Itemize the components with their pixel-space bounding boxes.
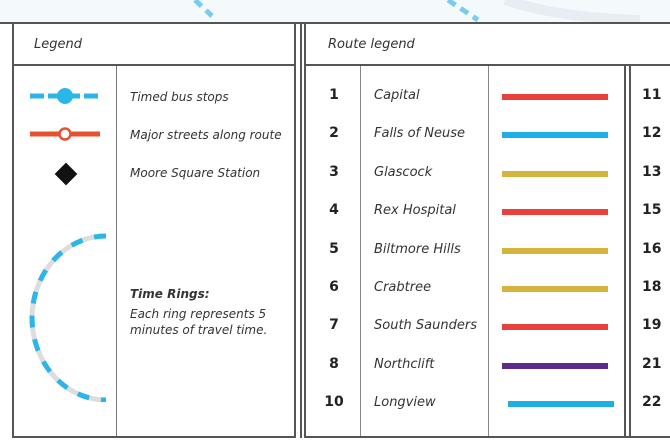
map-route-segment-2 xyxy=(448,0,478,20)
route-legend-header xyxy=(306,24,670,66)
time-rings-desc-1: Each ring represents 5 xyxy=(130,307,267,321)
route-number: 5 xyxy=(329,240,339,257)
route-number-next-column: 19 xyxy=(642,317,662,334)
route-color-swatch xyxy=(502,132,608,138)
timed-bus-stop-icon xyxy=(28,86,102,106)
route-color-swatch xyxy=(502,286,608,292)
route-row xyxy=(306,384,670,422)
time-ring-icon xyxy=(28,230,112,402)
route-row xyxy=(306,231,670,269)
route-color-swatch xyxy=(502,209,608,215)
route-number-next-column: 16 xyxy=(642,240,662,257)
legend-title: Legend xyxy=(34,37,82,52)
legend-label-timed-stops: Timed bus stops xyxy=(130,90,229,104)
major-street-icon xyxy=(28,124,102,144)
route-number-next-column: 13 xyxy=(642,163,662,180)
route-number-next-column: 22 xyxy=(642,394,662,411)
time-rings-desc-2: minutes of travel time. xyxy=(130,323,268,337)
route-number: 10 xyxy=(324,394,344,411)
route-row xyxy=(306,115,670,153)
route-row xyxy=(306,269,670,307)
route-legend-panel xyxy=(304,24,670,438)
route-row xyxy=(306,192,670,230)
route-name: Longview xyxy=(374,395,436,411)
route-color-swatch xyxy=(502,94,608,100)
route-number: 8 xyxy=(329,355,339,372)
route-name: Biltmore Hills xyxy=(374,241,461,257)
route-number-next-column: 12 xyxy=(642,125,662,142)
route-color-swatch xyxy=(502,363,608,369)
route-name: South Saunders xyxy=(374,318,477,334)
route-number: 6 xyxy=(329,279,339,295)
route-row xyxy=(306,346,670,384)
route-legend-title: Route legend xyxy=(328,37,415,52)
route-color-swatch xyxy=(502,248,608,254)
map-route-ring xyxy=(505,0,640,20)
legend-label-major-streets: Major streets along route xyxy=(130,128,282,142)
route-color-swatch xyxy=(502,324,608,330)
route-row xyxy=(306,307,670,345)
route-color-swatch xyxy=(508,401,614,407)
route-name: Northclift xyxy=(374,356,435,372)
route-name: Glascock xyxy=(374,164,433,180)
route-number: 4 xyxy=(329,202,339,219)
map-background xyxy=(0,0,670,22)
time-rings-title: Time Rings: xyxy=(130,287,210,301)
route-number: 2 xyxy=(329,125,339,142)
legend-label-station: Moore Square Station xyxy=(130,166,261,180)
route-name: Capital xyxy=(374,88,420,103)
legend-divider xyxy=(116,66,117,436)
panel-separator xyxy=(300,24,302,438)
legend-panel xyxy=(12,24,296,438)
route-number: 1 xyxy=(329,87,339,103)
route-name: Rex Hospital xyxy=(374,203,456,219)
route-number-next-column: 18 xyxy=(642,279,662,295)
diamond-icon xyxy=(52,160,80,188)
route-row xyxy=(306,77,670,115)
route-name: Falls of Neuse xyxy=(374,126,465,142)
route-number-next-column: 11 xyxy=(642,87,662,103)
map-strip xyxy=(0,0,670,24)
route-name: Crabtree xyxy=(374,280,432,295)
map-route-segment-1 xyxy=(195,0,212,16)
route-number: 7 xyxy=(329,317,339,334)
route-color-swatch xyxy=(502,171,608,177)
route-number-next-column: 21 xyxy=(642,355,662,372)
route-number-next-column: 15 xyxy=(642,202,662,219)
legend-header xyxy=(14,24,294,66)
route-row xyxy=(306,154,670,192)
route-number: 3 xyxy=(329,163,339,180)
